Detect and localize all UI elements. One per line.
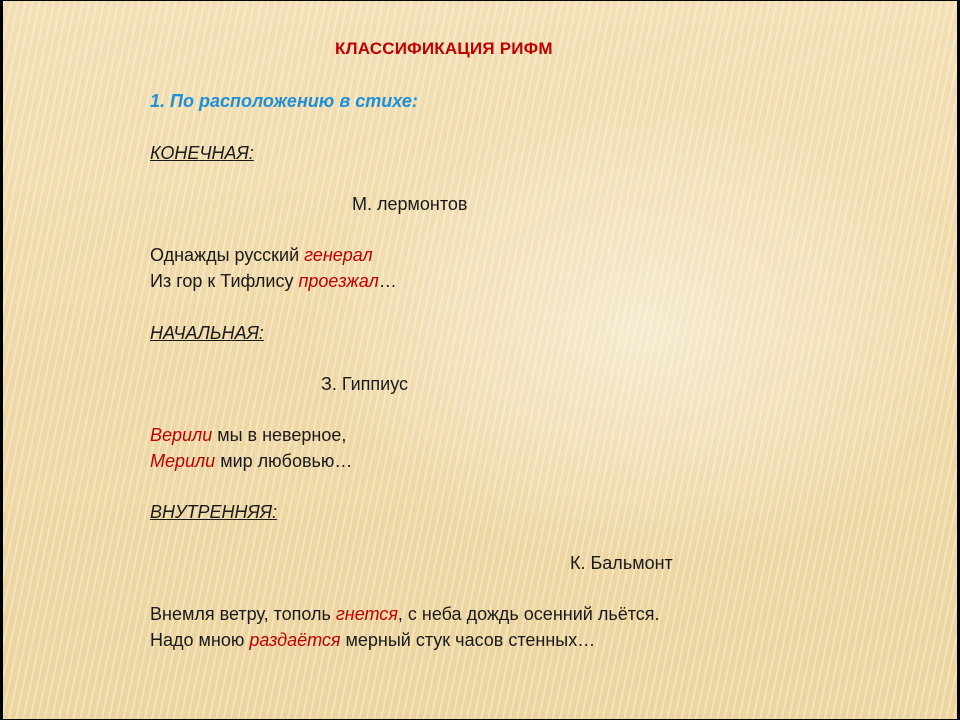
- poem-line: [150, 244, 373, 266]
- poem-text: мир любовью…: [215, 451, 353, 471]
- rhyme-word: Верили: [150, 425, 213, 445]
- heading-internal-rhyme: ВНУТРЕННЯЯ:: [150, 502, 278, 522]
- poem-line: [150, 424, 346, 446]
- author-gippius: З. Гиппиус: [321, 374, 409, 394]
- poem-line: [150, 603, 660, 625]
- heading-initial-rhyme: НАЧАЛЬНАЯ:: [150, 323, 264, 343]
- poem-text: Однажды русский: [150, 245, 305, 265]
- author-lermontov: М. лермонтов: [352, 194, 468, 214]
- rhyme-word: проезжал: [298, 271, 379, 291]
- slide: [3, 1, 957, 719]
- poem-text: Из гор к Тифлису: [150, 271, 299, 291]
- subtitle: 1. По расположению в стихе:: [150, 91, 418, 111]
- poem-line: [150, 450, 352, 472]
- poem-text: мерный стук часов стенных…: [340, 630, 596, 650]
- poem-text: мы в неверное,: [212, 425, 347, 445]
- rhyme-word: раздаётся: [249, 630, 341, 650]
- poem-text: …: [378, 271, 397, 291]
- poem-line: [150, 270, 397, 292]
- poem-line: [150, 629, 595, 651]
- poem-text: , с неба дождь осенний льётся.: [397, 604, 660, 624]
- author-balmont: К. Бальмонт: [570, 553, 673, 573]
- rhyme-word: гнется: [335, 604, 398, 624]
- rhyme-word: Мерили: [150, 451, 216, 471]
- poem-text: Внемля ветру, тополь: [150, 604, 336, 624]
- poem-text: Надо мною: [150, 630, 250, 650]
- heading-final-rhyme: КОНЕЧНАЯ:: [150, 143, 254, 163]
- slide-title: КЛАССИФИКАЦИЯ РИФМ: [335, 39, 553, 58]
- rhyme-word: генерал: [304, 245, 373, 265]
